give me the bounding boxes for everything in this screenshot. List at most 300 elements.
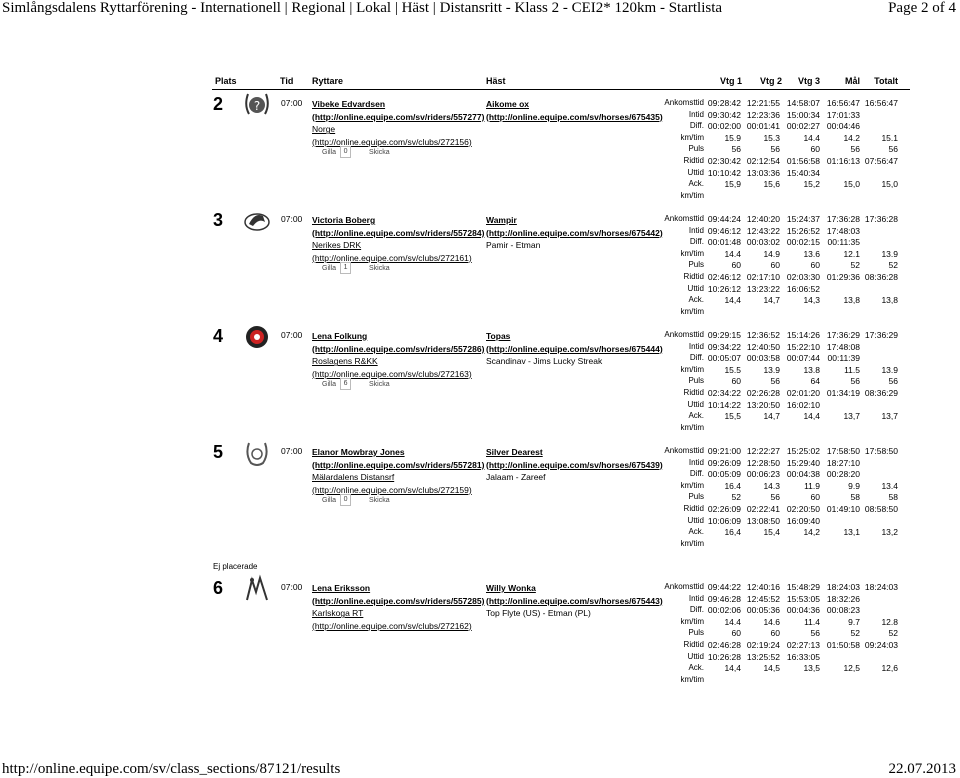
split-value: 01:29:36 — [826, 272, 860, 282]
split-value: 15:00:34 — [786, 109, 820, 120]
placement: 3 — [213, 210, 224, 230]
split-value: 17:48:08 — [826, 341, 860, 352]
placement: 4 — [213, 326, 224, 346]
split-value: 00:04:46 — [826, 121, 860, 132]
split-value: 15.1 — [881, 132, 898, 143]
split-value: 00:11:35 — [827, 237, 860, 248]
horse-block — [486, 446, 663, 484]
split-value: 12:28:50 — [746, 457, 780, 468]
split-value: 15,6 — [763, 179, 780, 190]
split-value: 13.6 — [803, 248, 820, 259]
split-value: 01:16:13 — [826, 156, 860, 166]
split-value: 02:46:12 — [707, 272, 741, 282]
row-label: km/tim — [680, 190, 704, 200]
split-value: 52 — [850, 260, 860, 271]
split-value: 18:24:03 — [864, 582, 898, 592]
row-label: Ack. — [688, 527, 704, 537]
split-value: 17:36:28 — [826, 214, 860, 224]
col-tid: Tid — [280, 76, 294, 86]
split-value: 14.4 — [724, 616, 741, 627]
split-value: 00:05:36 — [746, 605, 780, 616]
row-label: Intid — [688, 225, 704, 235]
rider-name-link[interactable]: Lena Folkung — [312, 331, 368, 341]
split-value: 14.9 — [763, 248, 780, 259]
col-ryttare: Ryttare — [312, 76, 344, 86]
col-totalt: Totalt — [874, 76, 898, 86]
split-value: 14,2 — [803, 527, 820, 538]
split-value: 09:30:42 — [707, 109, 741, 120]
rider-name-link[interactable]: Elanor Mowbray Jones — [312, 447, 405, 457]
send-button[interactable]: Skicka — [369, 380, 390, 388]
row-label: Ack. — [688, 663, 704, 673]
send-button[interactable]: Skicka — [369, 496, 390, 504]
result-entry — [0, 442, 960, 556]
row-label: Uttid — [687, 651, 704, 661]
split-value: 17:48:03 — [826, 225, 860, 236]
split-value: 52 — [888, 260, 898, 271]
row-label: Ack. — [688, 179, 704, 189]
split-value: 09:44:22 — [707, 582, 741, 592]
horse-pedigree: Pamir - Etman — [486, 240, 541, 251]
split-value: 14:58:07 — [786, 98, 820, 108]
col-plats: Plats — [215, 76, 237, 86]
club-name-link[interactable]: Roslagens R&KK — [312, 356, 378, 367]
horse-pedigree: Jalaam - Zareef — [486, 472, 546, 483]
split-value: 00:05:09 — [707, 469, 741, 480]
horse-url-link[interactable]: (http://online.equipe.com/sv/horses/675442) — [486, 227, 663, 238]
start-time: 07:00 — [281, 582, 303, 592]
split-value: 14,4 — [724, 663, 741, 674]
horse-name-link[interactable]: Topas — [486, 331, 511, 341]
row-label: Intid — [688, 593, 704, 603]
rider-name-link[interactable]: Vibeke Edvardsen — [312, 99, 386, 109]
send-button[interactable]: Skicka — [369, 264, 390, 272]
row-label: Diff. — [689, 237, 704, 247]
split-value: 01:49:10 — [826, 504, 860, 514]
split-value: 09:28:42 — [707, 98, 741, 108]
split-value: 00:06:23 — [746, 469, 780, 480]
split-value: 56 — [770, 376, 780, 387]
split-value: 52 — [888, 628, 898, 639]
like-button[interactable]: Gilla — [322, 264, 337, 272]
split-value: 15:24:37 — [786, 214, 820, 224]
split-value: 09:21:00 — [707, 446, 741, 456]
split-value: 56 — [770, 492, 780, 503]
split-value: 09:34:22 — [707, 341, 741, 352]
row-label: km/tim — [680, 674, 704, 684]
split-value: 12:40:20 — [746, 214, 780, 224]
club-name-link[interactable]: Nerikes DRK — [312, 240, 362, 251]
document-title: Simlångsdalens Ryttarförening - Internationell | Regional | Lokal | Häst | Distansritt - Klass 2 - CEI2* 120km - Startlista — [2, 0, 723, 16]
col-vtg3: Vtg 3 — [798, 76, 821, 86]
like-widget — [322, 146, 390, 158]
row-label: Uttid — [687, 167, 704, 177]
split-value: 15:40:34 — [786, 167, 820, 178]
split-value: 14.4 — [803, 132, 820, 143]
split-value: 16:33:05 — [786, 651, 820, 662]
split-value: 15,0 — [843, 179, 860, 190]
split-value: 15:25:02 — [786, 446, 820, 456]
club-url-link[interactable]: (http://online.equipe.com/sv/clubs/272162) — [312, 620, 472, 631]
split-value: 11.9 — [804, 480, 820, 491]
split-value: 13,7 — [843, 411, 860, 422]
split-value: 00:04:36 — [786, 605, 820, 616]
split-value: 60 — [770, 260, 780, 271]
horse-block — [486, 98, 663, 123]
split-value: 15.9 — [724, 132, 741, 143]
horse-name-link[interactable]: Willy Wonka — [486, 583, 536, 593]
split-value: 14,4 — [803, 411, 820, 422]
split-value: 13,5 — [803, 663, 820, 674]
col-mal: Mål — [844, 76, 860, 86]
split-value: 12.8 — [881, 616, 898, 627]
row-label: Intid — [688, 457, 704, 467]
split-value: 12:21:55 — [746, 98, 780, 108]
split-value: 11.4 — [804, 616, 820, 627]
split-value: 15.3 — [763, 132, 780, 143]
split-value: 14,3 — [803, 295, 820, 306]
rider-block — [312, 98, 484, 148]
like-count: 0 — [340, 494, 351, 506]
split-value: 16:09:40 — [786, 515, 820, 526]
row-label: Puls — [688, 492, 704, 502]
like-button[interactable]: Gilla — [322, 148, 337, 156]
horse-name-link[interactable]: Wampir — [486, 215, 517, 225]
horse-name-link[interactable]: Aikome ox — [486, 99, 529, 109]
split-value: 15.5 — [724, 364, 741, 375]
horse-block — [486, 214, 663, 252]
row-label: km/tim — [680, 248, 704, 258]
split-value: 12:43:22 — [746, 225, 780, 236]
row-label: Uttid — [687, 283, 704, 293]
split-value: 14,4 — [724, 295, 741, 306]
split-value: 60 — [810, 144, 820, 155]
split-value: 60 — [731, 628, 741, 639]
split-value: 08:36:29 — [864, 388, 898, 398]
split-value: 15,5 — [724, 411, 741, 422]
split-value: 12,6 — [881, 663, 898, 674]
club-url-link[interactable]: (http://online.equipe.com/sv/clubs/272156) — [312, 136, 472, 147]
split-value: 01:56:58 — [786, 156, 820, 166]
split-value: 18:32:26 — [826, 593, 860, 604]
rider-url-link[interactable]: (http://online.equipe.com/sv/riders/557284) — [312, 227, 485, 238]
split-value: 60 — [810, 492, 820, 503]
rider-block — [312, 446, 484, 496]
split-value: 16.4 — [724, 480, 741, 491]
col-vtg1: Vtg 1 — [720, 76, 743, 86]
split-value: 56 — [850, 144, 860, 155]
club-name-link[interactable]: Mälardalens Distansrf — [312, 472, 395, 483]
split-value: 09:46:28 — [707, 593, 741, 604]
split-value: 12:36:52 — [746, 330, 780, 340]
like-button[interactable]: Gilla — [322, 380, 337, 388]
split-value: 10:06:09 — [707, 515, 741, 526]
start-time: 07:00 — [281, 330, 303, 340]
split-value: 09:24:03 — [864, 640, 898, 650]
split-value: 13,1 — [843, 527, 860, 538]
split-value: 56 — [850, 376, 860, 387]
rider-url-link[interactable]: (http://online.equipe.com/sv/riders/557286) — [312, 343, 485, 354]
split-value: 60 — [810, 260, 820, 271]
split-value: 15,0 — [881, 179, 898, 190]
row-label: Diff. — [689, 121, 704, 131]
svg-text:?: ? — [253, 99, 261, 113]
split-value: 00:02:00 — [707, 121, 741, 132]
rider-name-link[interactable]: Lena Eriksson — [312, 583, 371, 593]
split-value: 18:27:10 — [826, 457, 860, 468]
row-label: Ridtid — [683, 156, 704, 165]
placement: 6 — [213, 578, 224, 598]
row-label: Intid — [688, 341, 704, 351]
split-value: 16:06:52 — [786, 283, 820, 294]
split-value: 02:01:20 — [786, 388, 820, 398]
result-entry — [0, 326, 960, 440]
page-number: Page 2 of 4 — [888, 0, 956, 16]
split-value: 13:23:22 — [746, 283, 780, 294]
start-time: 07:00 — [281, 214, 303, 224]
row-label: Ankomsttid — [664, 330, 704, 339]
split-value: 02:26:28 — [746, 388, 780, 398]
row-label: km/tim — [680, 306, 704, 316]
horse-url-link[interactable]: (http://online.equipe.com/sv/horses/675443) — [486, 595, 663, 606]
split-value: 16:56:47 — [864, 98, 898, 108]
split-value: 17:58:50 — [864, 446, 898, 456]
rider-url-link[interactable]: (http://online.equipe.com/sv/riders/557281) — [312, 459, 485, 470]
horse-pedigree: Top Flyte (US) - Etman (PL) — [486, 608, 591, 619]
split-value: 52 — [731, 492, 741, 503]
row-label: km/tim — [680, 538, 704, 548]
rider-block — [312, 330, 484, 380]
split-value: 13:03:36 — [746, 167, 780, 178]
row-label: Diff. — [689, 605, 704, 615]
start-time: 07:00 — [281, 446, 303, 456]
row-label: Ridtid — [683, 640, 704, 649]
split-value: 12.1 — [843, 248, 860, 259]
row-label: Ankomsttid — [664, 98, 704, 107]
horse-url-link[interactable]: (http://online.equipe.com/sv/horses/675435) — [486, 111, 663, 122]
split-value: 13.8 — [803, 364, 820, 375]
split-value: 09:46:12 — [707, 225, 741, 236]
split-value: 58 — [850, 492, 860, 503]
split-value: 60 — [770, 628, 780, 639]
row-label: Puls — [688, 628, 704, 638]
split-value: 12:45:52 — [746, 593, 780, 604]
split-value: 02:17:10 — [746, 272, 780, 282]
split-value: 00:28:20 — [826, 469, 860, 480]
split-value: 13.9 — [881, 248, 898, 259]
horse-block — [486, 582, 663, 620]
row-label: Diff. — [689, 469, 704, 479]
rider-url-link[interactable]: (http://online.equipe.com/sv/riders/557277) — [312, 111, 485, 122]
split-value: 56 — [888, 144, 898, 155]
horse-name-link[interactable]: Silver Dearest — [486, 447, 543, 457]
split-value: 10:10:42 — [707, 167, 741, 178]
split-value: 10:14:22 — [707, 399, 741, 410]
row-label: Ankomsttid — [664, 582, 704, 591]
row-label: Ridtid — [683, 272, 704, 281]
row-label: Uttid — [687, 399, 704, 409]
split-value: 02:03:30 — [786, 272, 820, 282]
club-url-link[interactable]: (http://online.equipe.com/sv/clubs/272159) — [312, 484, 472, 495]
horse-url-link[interactable]: (http://online.equipe.com/sv/horses/675439) — [486, 459, 663, 470]
split-value: 13.9 — [881, 364, 898, 375]
split-value: 13:08:50 — [746, 515, 780, 526]
footer-date: 22.07.2013 — [888, 761, 956, 777]
result-entry — [0, 210, 960, 324]
result-entry — [0, 94, 960, 208]
split-value: 14,7 — [763, 295, 780, 306]
split-value: 64 — [810, 376, 820, 387]
row-label: Puls — [688, 260, 704, 270]
rider-block — [312, 214, 484, 264]
split-value: 00:03:58 — [746, 353, 780, 364]
split-value: 00:08:23 — [826, 605, 860, 616]
split-value: 17:58:50 — [826, 446, 860, 456]
club-name-link[interactable]: Norge — [312, 124, 336, 135]
split-value: 15:29:40 — [786, 457, 820, 468]
split-value: 14.6 — [763, 616, 780, 627]
like-count: 6 — [340, 378, 351, 390]
placement: 5 — [213, 442, 224, 462]
row-label: Ankomsttid — [664, 446, 704, 455]
club-url-link[interactable]: (http://online.equipe.com/sv/clubs/272161) — [312, 252, 472, 263]
split-value: 10:26:12 — [707, 283, 741, 294]
row-label: Ridtid — [683, 504, 704, 513]
rider-name-link[interactable]: Victoria Boberg — [312, 215, 376, 225]
split-value: 00:02:15 — [786, 237, 820, 248]
row-label: km/tim — [680, 132, 704, 142]
club-logo-norge-icon — [243, 90, 271, 120]
split-value: 15:22:10 — [786, 341, 820, 352]
club-logo-nerikes-icon — [243, 206, 271, 236]
split-value: 09:29:15 — [707, 330, 741, 340]
split-value: 00:02:27 — [786, 121, 820, 132]
footer-url: http://online.equipe.com/sv/class_sections/87121/results — [2, 761, 341, 777]
club-logo-karlskoga-icon — [243, 574, 271, 604]
rider-block — [312, 582, 484, 632]
row-label: Ankomsttid — [664, 214, 704, 223]
split-value: 15:14:26 — [786, 330, 820, 340]
split-value: 00:11:39 — [827, 353, 860, 364]
split-value: 15,4 — [763, 527, 780, 538]
split-value: 13,2 — [881, 527, 898, 538]
split-value: 60 — [731, 260, 741, 271]
split-value: 01:50:58 — [826, 640, 860, 650]
horse-url-link[interactable]: (http://online.equipe.com/sv/horses/675444) — [486, 343, 663, 354]
split-value: 00:07:44 — [786, 353, 820, 364]
split-value: 11.5 — [844, 364, 860, 375]
row-label: km/tim — [680, 480, 704, 490]
split-value: 02:30:42 — [707, 156, 741, 166]
split-value: 14.2 — [843, 132, 860, 143]
club-url-link[interactable]: (http://online.equipe.com/sv/clubs/272163) — [312, 368, 472, 379]
row-label: Diff. — [689, 353, 704, 363]
split-value: 17:36:29 — [826, 330, 860, 340]
rider-url-link[interactable]: (http://online.equipe.com/sv/riders/557285) — [312, 595, 485, 606]
split-value: 07:56:47 — [864, 156, 898, 166]
split-value: 13.9 — [763, 364, 780, 375]
horse-pedigree: Scandinav - Jims Lucky Streak — [486, 356, 603, 367]
split-value: 02:34:22 — [707, 388, 741, 398]
split-value: 14,5 — [763, 663, 780, 674]
split-value: 12:40:16 — [746, 582, 780, 592]
split-value: 12:22:27 — [746, 446, 780, 456]
split-value: 09:44:24 — [707, 214, 741, 224]
row-label: km/tim — [680, 422, 704, 432]
split-value: 10:26:28 — [707, 651, 741, 662]
club-logo-roslagens-icon — [243, 322, 271, 352]
row-label: Uttid — [687, 515, 704, 525]
split-value: 15:26:52 — [786, 225, 820, 236]
placement: 2 — [213, 94, 224, 114]
split-value: 58 — [888, 492, 898, 503]
row-label: km/tim — [680, 616, 704, 626]
split-value: 16:02:10 — [786, 399, 820, 410]
split-value: 00:01:41 — [746, 121, 780, 132]
split-value: 17:36:28 — [864, 214, 898, 224]
like-button[interactable]: Gilla — [322, 496, 337, 504]
send-button[interactable]: Skicka — [369, 148, 390, 156]
split-value: 17:36:29 — [864, 330, 898, 340]
split-value: 16:56:47 — [826, 98, 860, 108]
split-value: 56 — [731, 144, 741, 155]
split-value: 9.9 — [848, 480, 860, 491]
split-value: 60 — [731, 376, 741, 387]
horse-block — [486, 330, 663, 368]
split-value: 02:22:41 — [746, 504, 780, 514]
split-value: 18:24:03 — [826, 582, 860, 592]
like-count: 1 — [340, 262, 351, 274]
split-value: 15:53:05 — [786, 593, 820, 604]
split-value: 09:26:09 — [707, 457, 741, 468]
like-widget — [322, 378, 390, 390]
start-time: 07:00 — [281, 98, 303, 108]
split-value: 15,9 — [724, 179, 741, 190]
row-label: km/tim — [680, 364, 704, 374]
split-value: 15:48:29 — [786, 582, 820, 592]
row-label: Puls — [688, 376, 704, 386]
row-label: Puls — [688, 144, 704, 154]
split-value: 13,8 — [881, 295, 898, 306]
club-name-link[interactable]: Karlskoga RT — [312, 608, 364, 619]
split-value: 01:34:19 — [826, 388, 860, 398]
split-value: 08:36:28 — [864, 272, 898, 282]
split-value: 14.3 — [763, 480, 780, 491]
row-label: Ack. — [688, 295, 704, 305]
split-value: 56 — [888, 376, 898, 387]
like-count: 0 — [340, 146, 351, 158]
split-value: 00:03:02 — [746, 237, 780, 248]
like-widget — [322, 262, 390, 274]
split-value: 13:20:50 — [746, 399, 780, 410]
split-value: 08:58:50 — [864, 504, 898, 514]
split-value: 14.4 — [724, 248, 741, 259]
split-value: 13,8 — [843, 295, 860, 306]
split-value: 00:01:48 — [707, 237, 741, 248]
split-value: 12:40:50 — [746, 341, 780, 352]
split-value: 02:27:13 — [786, 640, 820, 650]
split-value: 13.4 — [881, 480, 898, 491]
result-entry — [0, 578, 960, 692]
split-value: 9.7 — [848, 616, 860, 627]
club-logo-malardalens-icon — [243, 438, 271, 468]
split-value: 02:26:09 — [707, 504, 741, 514]
split-value: 16,4 — [724, 527, 741, 538]
split-value: 12:23:36 — [746, 109, 780, 120]
split-value: 02:12:54 — [746, 156, 780, 166]
split-value: 15,2 — [803, 179, 820, 190]
split-value: 52 — [850, 628, 860, 639]
